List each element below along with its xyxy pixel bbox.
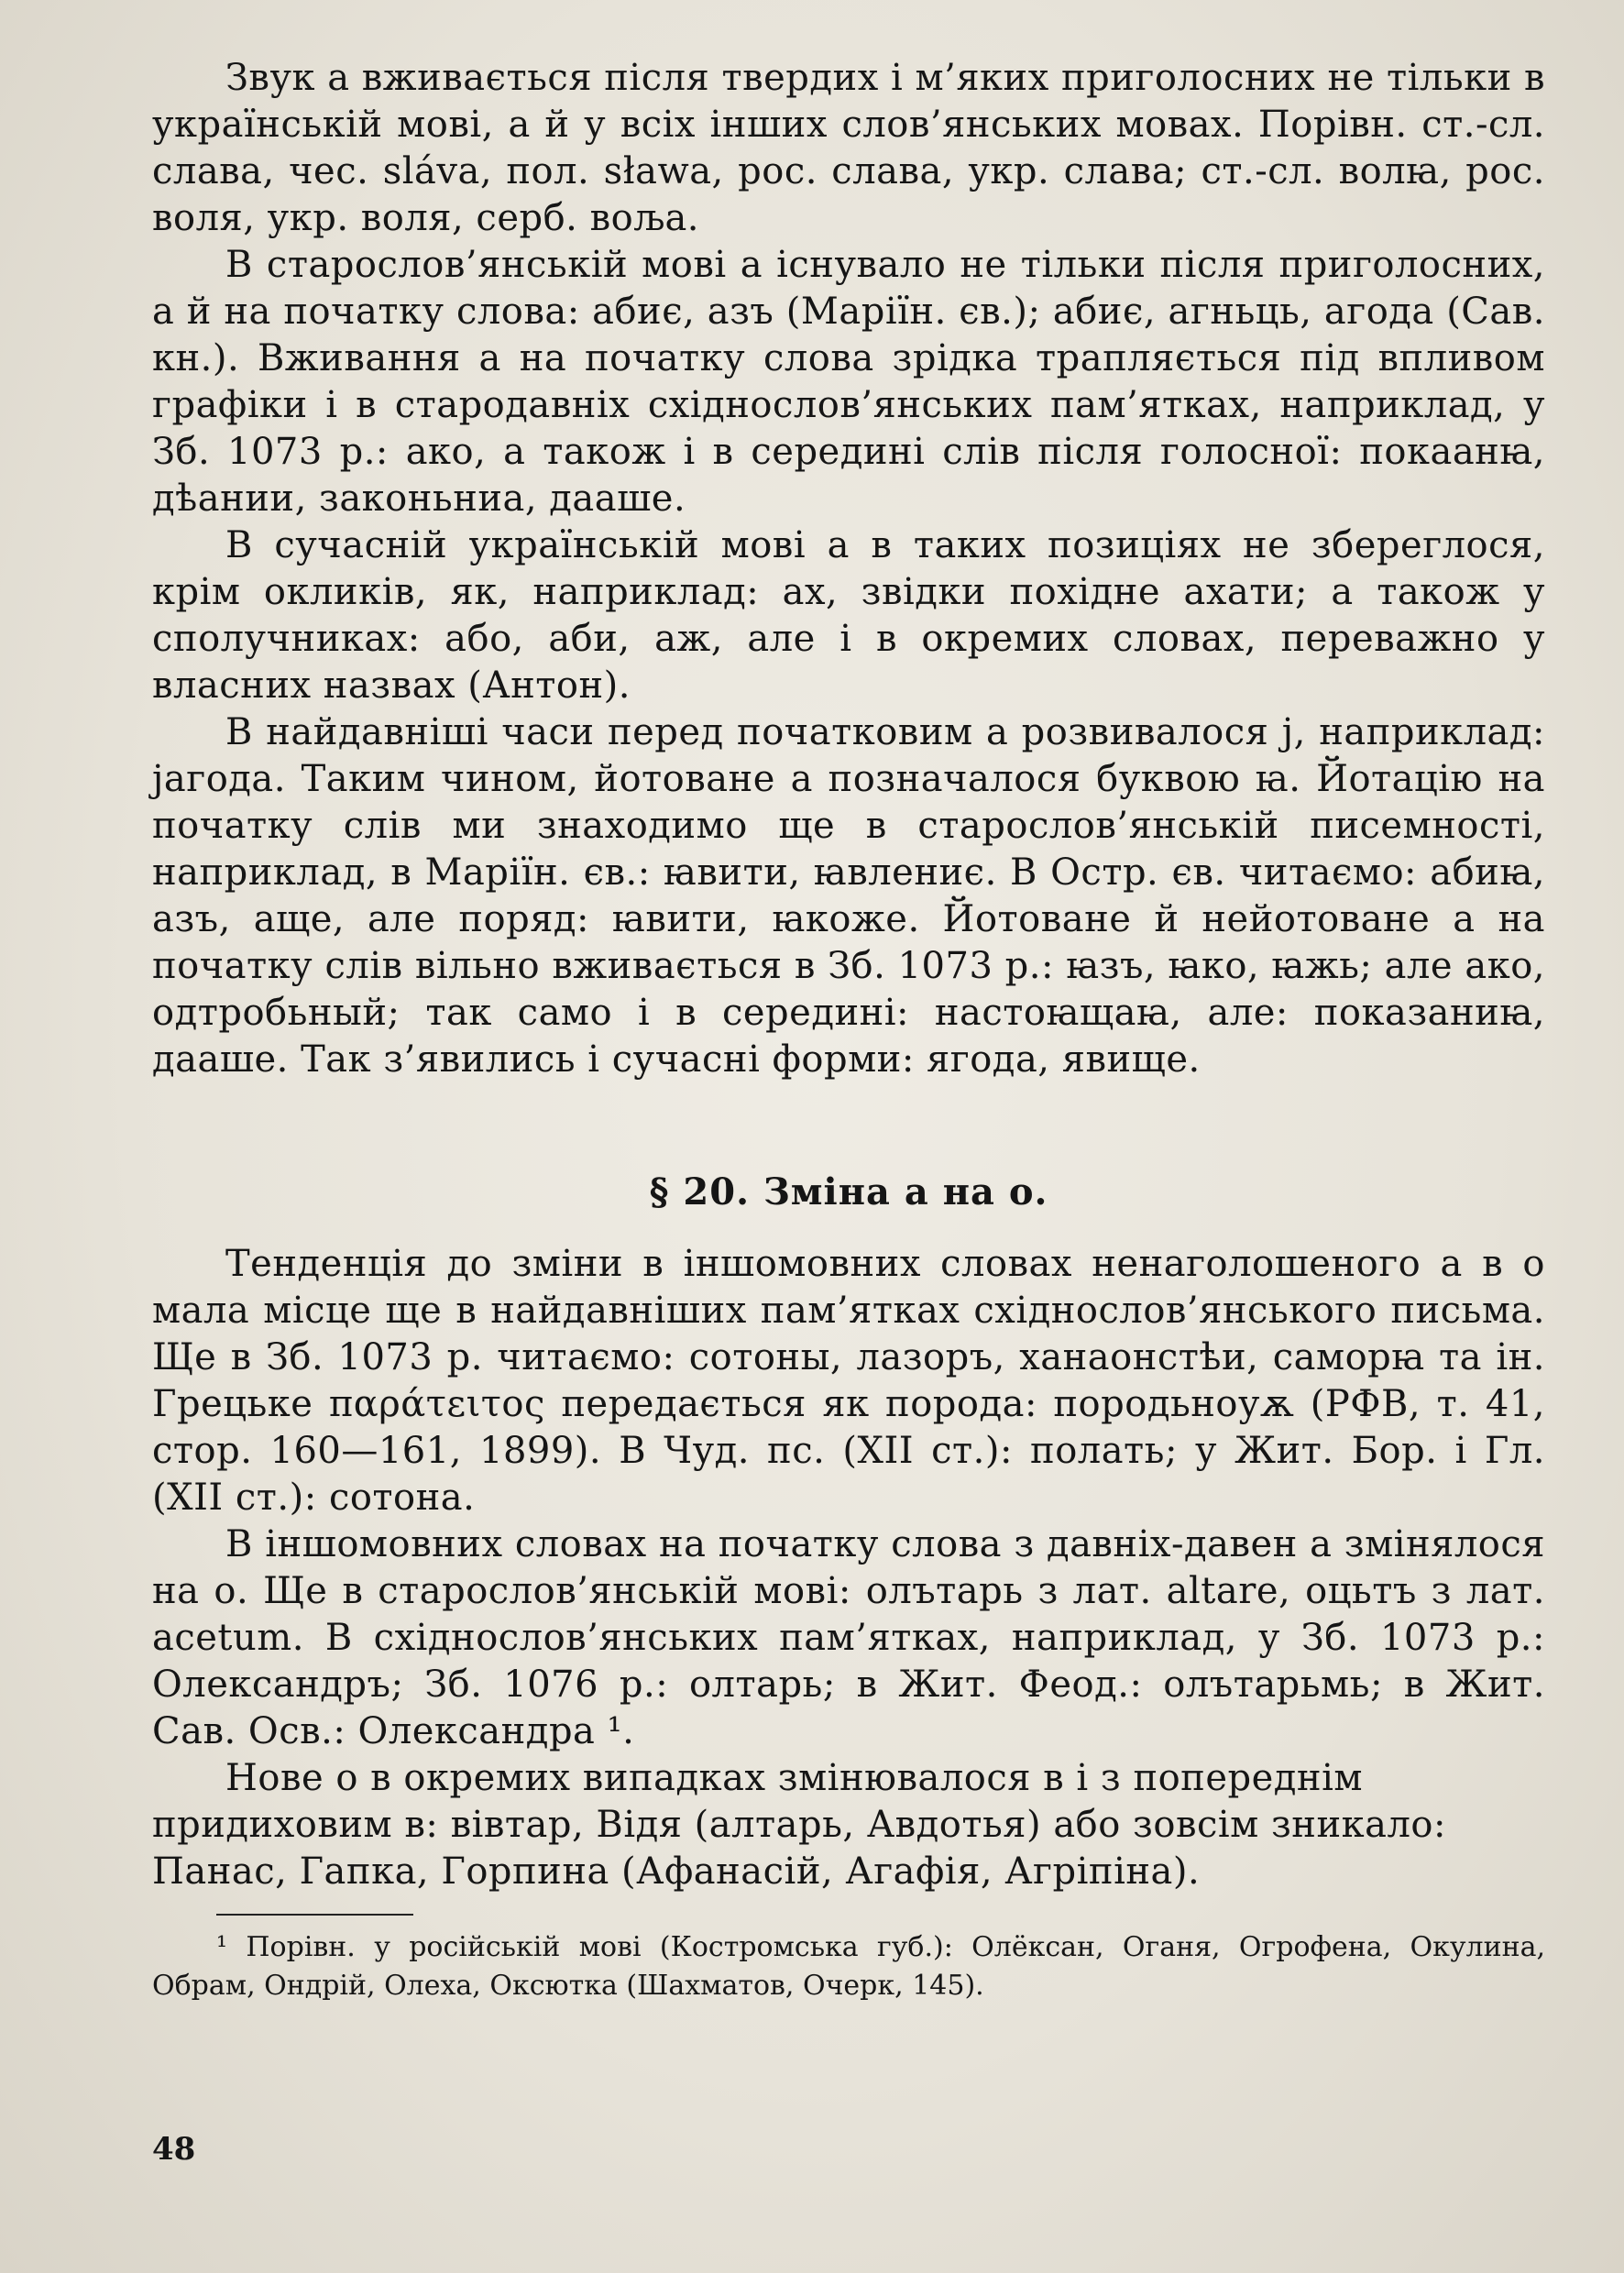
page-number: 48 <box>152 2131 196 2168</box>
paragraph-7: Нове о в окремих випадках змінювалося в і з попереднім придиховим в: вівтар, Відя (алтарь, Авдотья) або зовсім зникало: Панас, Гапка, Горпина (Афанасій, Агафія, Агріпіна). <box>152 1757 1446 1893</box>
paragraph-5: Тенденція до зміни в іншомовних словах ненаголошеного а в о мала місце ще в найдавніших пам’ятках східнослов’янського письма. Ще в Зб. 1073 р. читаємо: сотоны, лазоръ, ханаонстѣи, саморꙗ та ін. Грецьке παράτειτος передається як порода: породьноуѫ (РФВ, т. 41, стор. 160—161, 1899). В Чуд. пс. (XII ст.): полать; у Жит. Бор. і Гл. (XII ст.): сотона. <box>152 1243 1545 1519</box>
paragraph-6: В іншомовних словах на початку слова з давніх-давен а змінялося на о. Ще в старослов’янській мові: олътарь з лат. altare, оцьтъ з лат. acetum. В східнослов’янських пам’ятках, наприклад, у Зб. 1073 р.: Олександръ; Зб. 1076 р.: олтарь; в Жит. Феод.: олътарьмь; в Жит. Сав. Осв.: Олександра ¹. <box>152 1523 1545 1752</box>
paragraph-4: В найдавніші часи перед початковим а розвивалося j, наприклад: jагода. Таким чином, йотоване а позначалося буквою ꙗ. Йотацію на початку слів ми знаходимо ще в старослов’янській писемності, наприклад, в Маріїн. єв.: ꙗвити, ꙗвлениє. В Остр. єв. читаємо: абиꙗ, азъ, аще, але поряд: ꙗвити, ꙗкоже. Йотоване й нейотоване а на початку слів вільно вживається в Зб. 1073 р.: ꙗзъ, ꙗко, ꙗжь; але ако, одтробьный; так само і в середині: настоꙗщаꙗ, але: показаниꙗ, дааше. Так з’явились і сучасні форми: ягода, явище. <box>152 711 1545 1081</box>
footnote-rule <box>216 1914 413 1916</box>
paragraph-2: В старослов’янській мові а існувало не тільки після приголосних, а й на початку слова: абиє, азъ (Маріїн. єв.); абиє, агньць, агода (Сав. кн.). Вживання а на початку слова зрідка трапляється під впливом графіки і в стародавніх східнослов’янських пам’ятках, наприклад, у Зб. 1073 р.: ако, а також і в середині слів після голосної: покаанꙗ, дѣании, законьниа, дааше. <box>152 244 1545 520</box>
text-column <box>152 55 1545 2005</box>
paragraph-1: Звук а вживається після твердих і м’яких приголосних не тільки в українській мові, а й у всіх інших слов’янських мовах. Порівн. ст.-сл. слава, чес. sláva, пол. sława, рос. слава, укр. слава; ст.-сл. волꙗ, рос. воля, укр. воля, серб. воља. <box>152 57 1545 239</box>
section-heading: § 20. Зміна а на о. <box>649 1170 1048 1213</box>
paragraph-3: В сучасній українській мові а в таких позиціях не збереглося, крім окликів, як, наприклад: ах, звідки похідне ахати; а також у сполучниках: або, аби, аж, але і в окремих словах, переважно у власних назвах (Антон). <box>152 524 1545 707</box>
footnote: ¹ Порівн. у російській мові (Костромська губ.): Олёксан, Оганя, Огрофена, Окулина, Обрам, Ондрій, Олеха, Оксютка (Шахматов, Очерк, 145). <box>152 1931 1545 2002</box>
